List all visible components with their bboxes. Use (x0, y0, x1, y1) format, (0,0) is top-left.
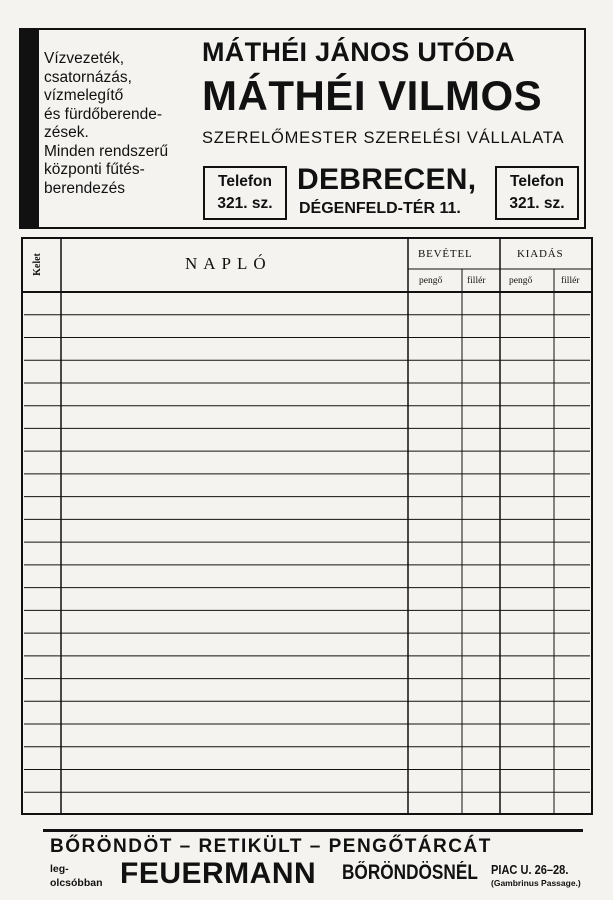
phone-number: 321. sz. (509, 195, 565, 212)
service-line: központi fűtés- (44, 161, 145, 178)
footer-address: PIAC U. 26–28. (491, 862, 569, 877)
footer-small-line: leg- (50, 863, 69, 875)
phone-label: Telefon (510, 173, 564, 190)
service-line: Minden rendszerű (44, 142, 169, 160)
company-name: MÁTHÉI VILMOS (202, 72, 543, 119)
phone-label: Telefon (218, 173, 272, 190)
expense-filler-header: fillér (561, 276, 580, 286)
footer-passage: (Gambrinus Passage.) (491, 878, 581, 888)
footer-rule (43, 829, 583, 832)
street-address: DÉGENFELD-TÉR 11. (299, 200, 461, 217)
ledger-table (21, 237, 593, 815)
phone-box-left (203, 166, 287, 220)
ledger-title: NAPLÓ (185, 254, 272, 273)
income-pengo-header: pengő (419, 276, 443, 286)
company-predecessor: MÁTHÉI JÁNOS UTÓDA (202, 37, 515, 67)
footer-cheapest (50, 862, 103, 890)
date-column-header: Kelet (31, 253, 43, 276)
advert-side-bar (19, 28, 39, 229)
expense-pengo-header: pengő (509, 276, 533, 286)
service-line: berendezés (44, 179, 126, 197)
income-header: BEVÉTEL (418, 248, 473, 260)
phone-number: 321. sz. (217, 195, 273, 212)
footer-small-line: olcsóbban (50, 877, 103, 889)
service-line: csatornázás, (44, 68, 132, 86)
service-line: és fürdőberende- (44, 105, 163, 123)
company-description: SZERELŐMESTER SZERELÉSI VÁLLALATA (202, 129, 565, 147)
service-line: vízmelegítő (44, 87, 124, 104)
phone-box-right (495, 166, 579, 220)
expense-header: KIADÁS (517, 248, 564, 260)
footer-shop-owner: FEUERMANN (120, 857, 317, 890)
service-line: Vízvezeték, (44, 50, 125, 67)
service-line: zések. (44, 124, 89, 141)
ledger-frame (22, 238, 592, 814)
footer-products: BŐRÖNDÖT – RETIKÜLT – PENGŐTÁRCÁT (50, 836, 492, 857)
services-list (44, 50, 194, 198)
ledger-grid (21, 237, 593, 815)
footer-shop-type: BŐRÖNDÖSNÉL (342, 861, 478, 884)
city-name: DEBRECEN, (297, 163, 477, 196)
income-filler-header: fillér (467, 276, 486, 286)
